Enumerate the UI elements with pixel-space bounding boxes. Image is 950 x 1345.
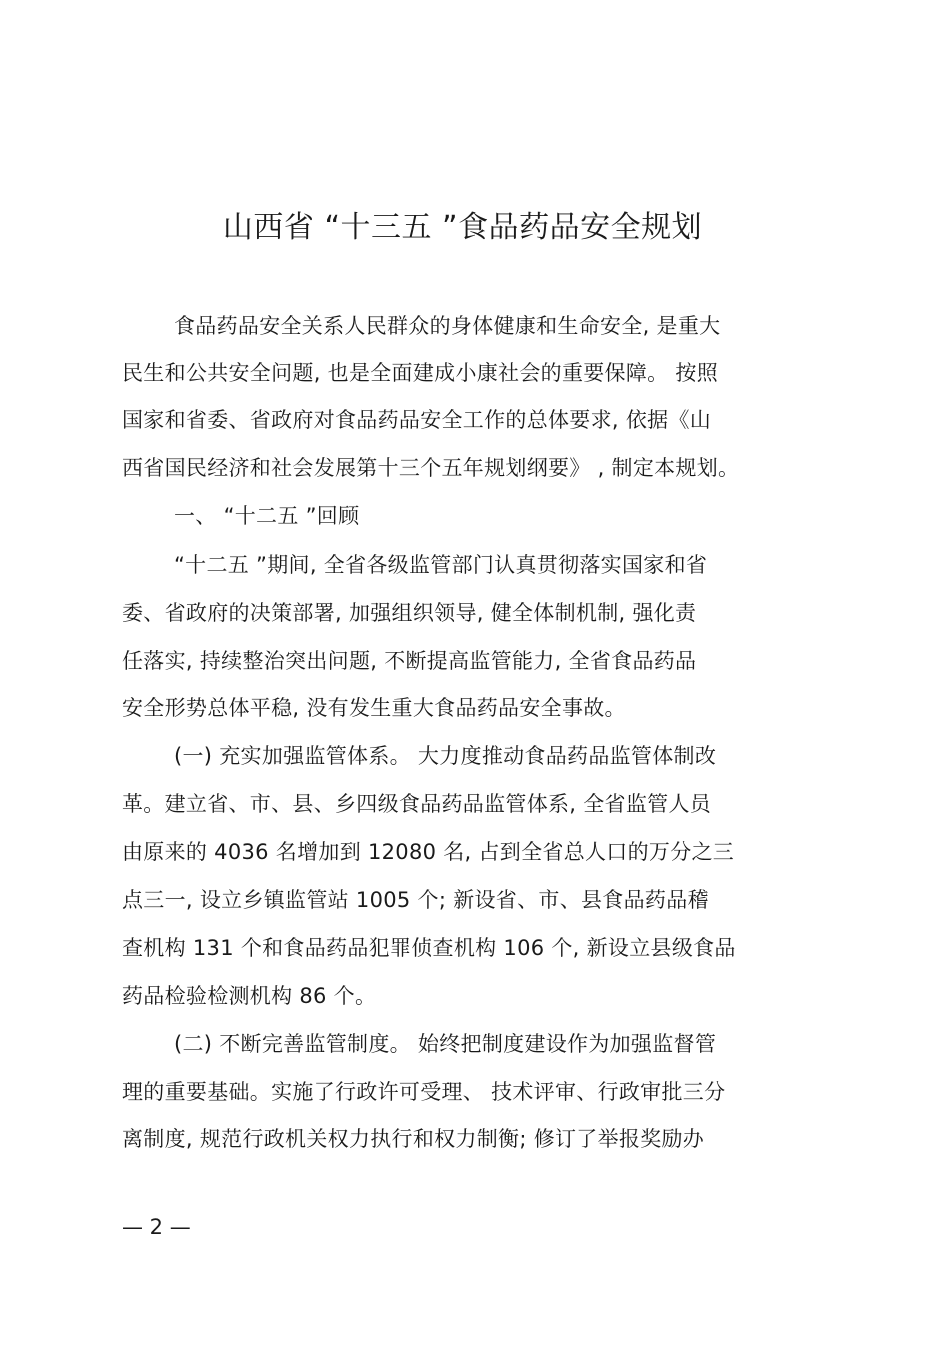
paragraph-line: 委、省政府的决策部署, 加强组织领导, 健全体制机制, 强化责 bbox=[122, 601, 697, 625]
section-heading: 一、 “十二五 ”回顾 bbox=[174, 504, 360, 528]
paragraph-line: “十二五 ”期间, 全省各级监管部门认真贯彻落实国家和省 bbox=[174, 553, 708, 577]
paragraph-line: 查机构 131 个和食品药品犯罪侦查机构 106 个, 新设立县级食品 bbox=[122, 936, 736, 960]
paragraph-line: 安全形势总体平稳, 没有发生重大食品药品安全事故。 bbox=[122, 696, 626, 720]
document-title: 山西省 “十三五 ”食品药品安全规划 bbox=[222, 210, 703, 245]
paragraph-line: 理的重要基础。实施了行政许可受理、 技术评审、行政审批三分 bbox=[122, 1080, 726, 1104]
paragraph-line: 点三一, 设立乡镇监管站 1005 个; 新设省、市、县食品药品稽 bbox=[122, 888, 709, 912]
paragraph-line: 药品检验检测机构 86 个。 bbox=[122, 984, 377, 1008]
paragraph-line: 离制度, 规范行政机关权力执行和权力制衡; 修订了举报奖励办 bbox=[122, 1127, 705, 1151]
paragraph-line: (二) 不断完善监管制度。 始终把制度建设作为加强监督管 bbox=[174, 1032, 717, 1056]
paragraph-line: 食品药品安全关系人民群众的身体健康和生命安全, 是重大 bbox=[174, 314, 721, 338]
paragraph-line: (一) 充实加强监管体系。 大力度推动食品药品监管体制改 bbox=[174, 744, 717, 768]
paragraph-line: 西省国民经济和社会发展第十三个五年规划纲要》 , 制定本规划。 bbox=[122, 456, 740, 480]
paragraph-line: 革。建立省、市、县、乡四级食品药品监管体系, 全省监管人员 bbox=[122, 792, 712, 816]
paragraph-line: 民生和公共安全问题, 也是全面建成小康社会的重要保障。 按照 bbox=[122, 361, 719, 385]
page-number: — 2 — bbox=[122, 1215, 191, 1239]
paragraph-line: 国家和省委、省政府对食品药品安全工作的总体要求, 依据《山 bbox=[122, 408, 712, 432]
paragraph-line: 任落实, 持续整治突出问题, 不断提高监管能力, 全省食品药品 bbox=[122, 649, 697, 673]
paragraph-line: 由原来的 4036 名增加到 12080 名, 占到全省总人口的万分之三 bbox=[122, 840, 735, 864]
